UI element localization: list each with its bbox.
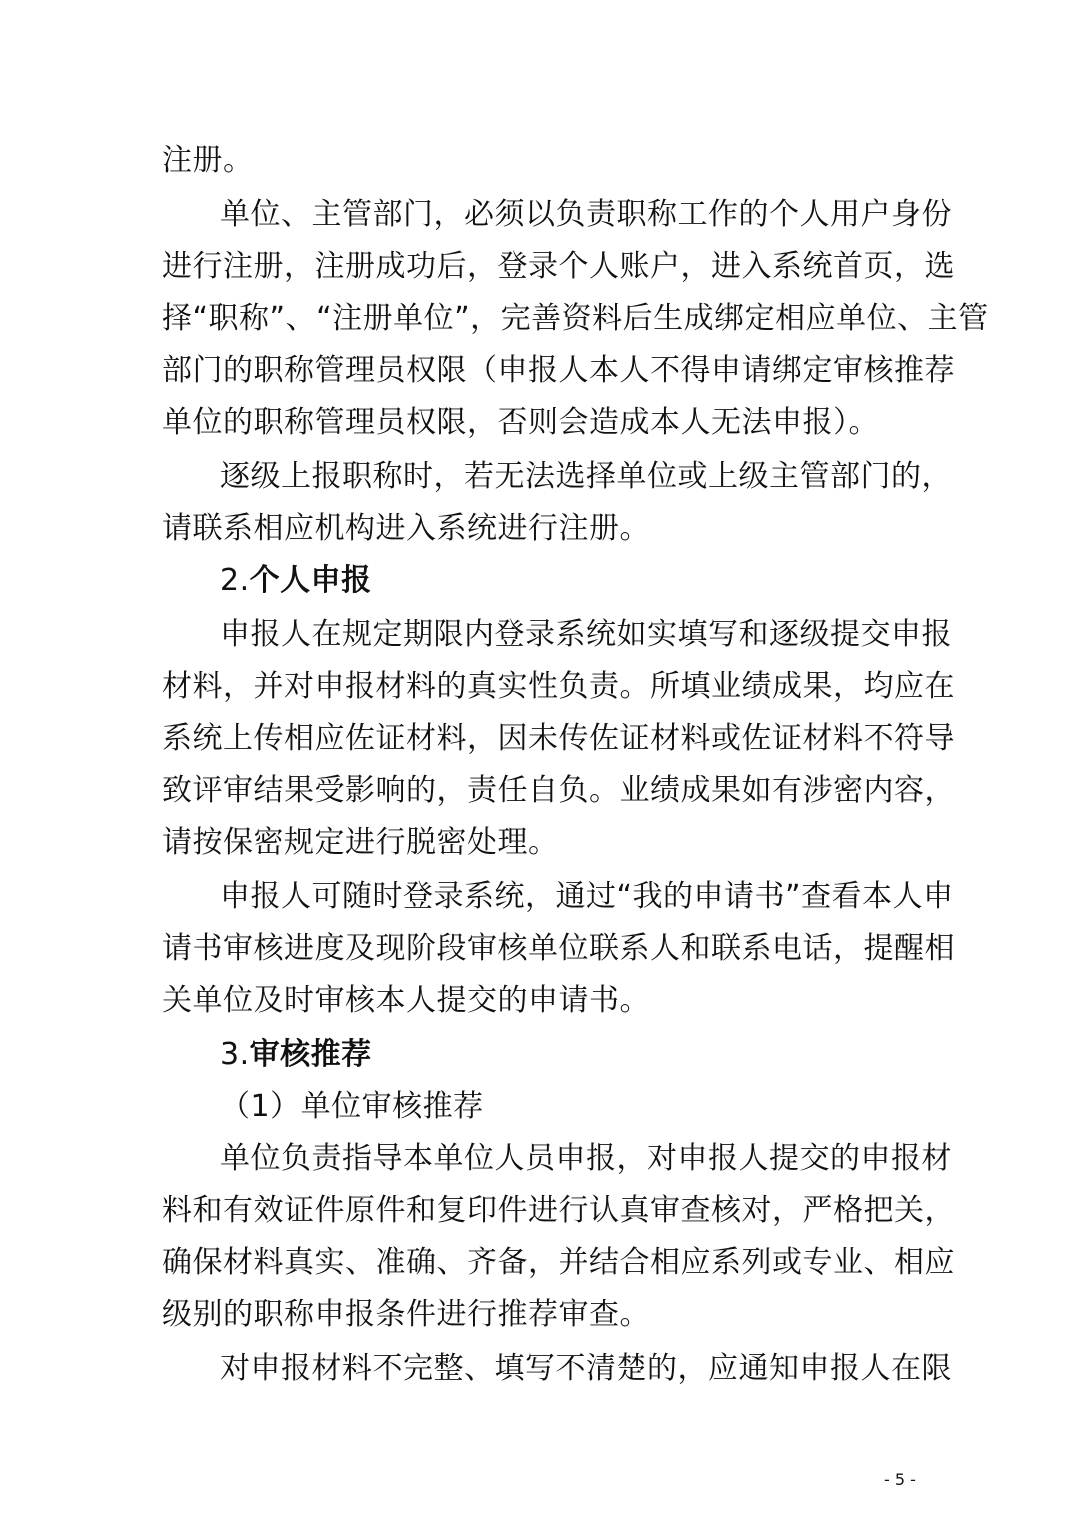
- paragraph-line: 申报人在规定期限内登录系统如实填写和逐级提交申报: [220, 617, 952, 652]
- paragraph-line: 单位的职称管理员权限，否则会造成本人无法申报）。: [162, 405, 879, 440]
- paragraph-line: 材料，并对申报材料的真实性负责。所填业绩成果，均应在: [162, 669, 955, 704]
- section-title: 个人申报: [249, 563, 372, 598]
- paragraph-line: 确保材料真实、准确、齐备，并结合相应系列或专业、相应: [162, 1245, 955, 1280]
- paragraph-line: 请联系相应机构进入系统进行注册。: [162, 511, 650, 546]
- section-heading-3: [220, 1037, 980, 1073]
- section-number: 2.: [220, 563, 250, 598]
- subsection-heading: （1）单位审核推荐: [220, 1089, 484, 1124]
- paragraph-line: 对申报材料不完整、填写不清楚的，应通知申报人在限: [220, 1351, 952, 1386]
- paragraph-line: 级别的职称申报条件进行推荐审查。: [162, 1297, 650, 1332]
- section-number: 3.: [220, 1037, 250, 1072]
- paragraph-line: 单位负责指导本单位人员申报，对申报人提交的申报材: [220, 1141, 952, 1176]
- paragraph-line: 申报人可随时登录系统，通过“我的申请书”查看本人申: [220, 879, 954, 914]
- paragraph-line: 单位、主管部门，必须以负责职称工作的个人用户身份: [220, 197, 952, 232]
- paragraph-line: 注册。: [162, 143, 254, 178]
- paragraph-line: 关单位及时审核本人提交的申请书。: [162, 983, 650, 1018]
- paragraph-line: 请按保密规定进行脱密处理。: [162, 825, 559, 860]
- paragraph-line: 请书审核进度及现阶段审核单位联系人和联系电话，提醒相: [162, 931, 955, 966]
- paragraph-line: 致评审结果受影响的，责任自负。业绩成果如有涉密内容，: [162, 773, 955, 808]
- paragraph-line: 系统上传相应佐证材料，因未传佐证材料或佐证材料不符导: [162, 721, 955, 756]
- paragraph-line: 料和有效证件原件和复印件进行认真审查核对，严格把关，: [162, 1193, 955, 1228]
- section-title: 审核推荐: [249, 1037, 372, 1072]
- page-number: - 5 -: [884, 1470, 916, 1489]
- paragraph-line: 进行注册，注册成功后，登录个人账户，进入系统首页，选: [162, 249, 955, 284]
- paragraph-line: 逐级上报职称时，若无法选择单位或上级主管部门的，: [220, 459, 952, 494]
- section-heading-2: [220, 563, 980, 599]
- paragraph-line: 择“职称”、“注册单位”，完善资料后生成绑定相应单位、主管: [162, 301, 989, 336]
- paragraph-line: 部门的职称管理员权限（申报人本人不得申请绑定审核推荐: [162, 353, 955, 388]
